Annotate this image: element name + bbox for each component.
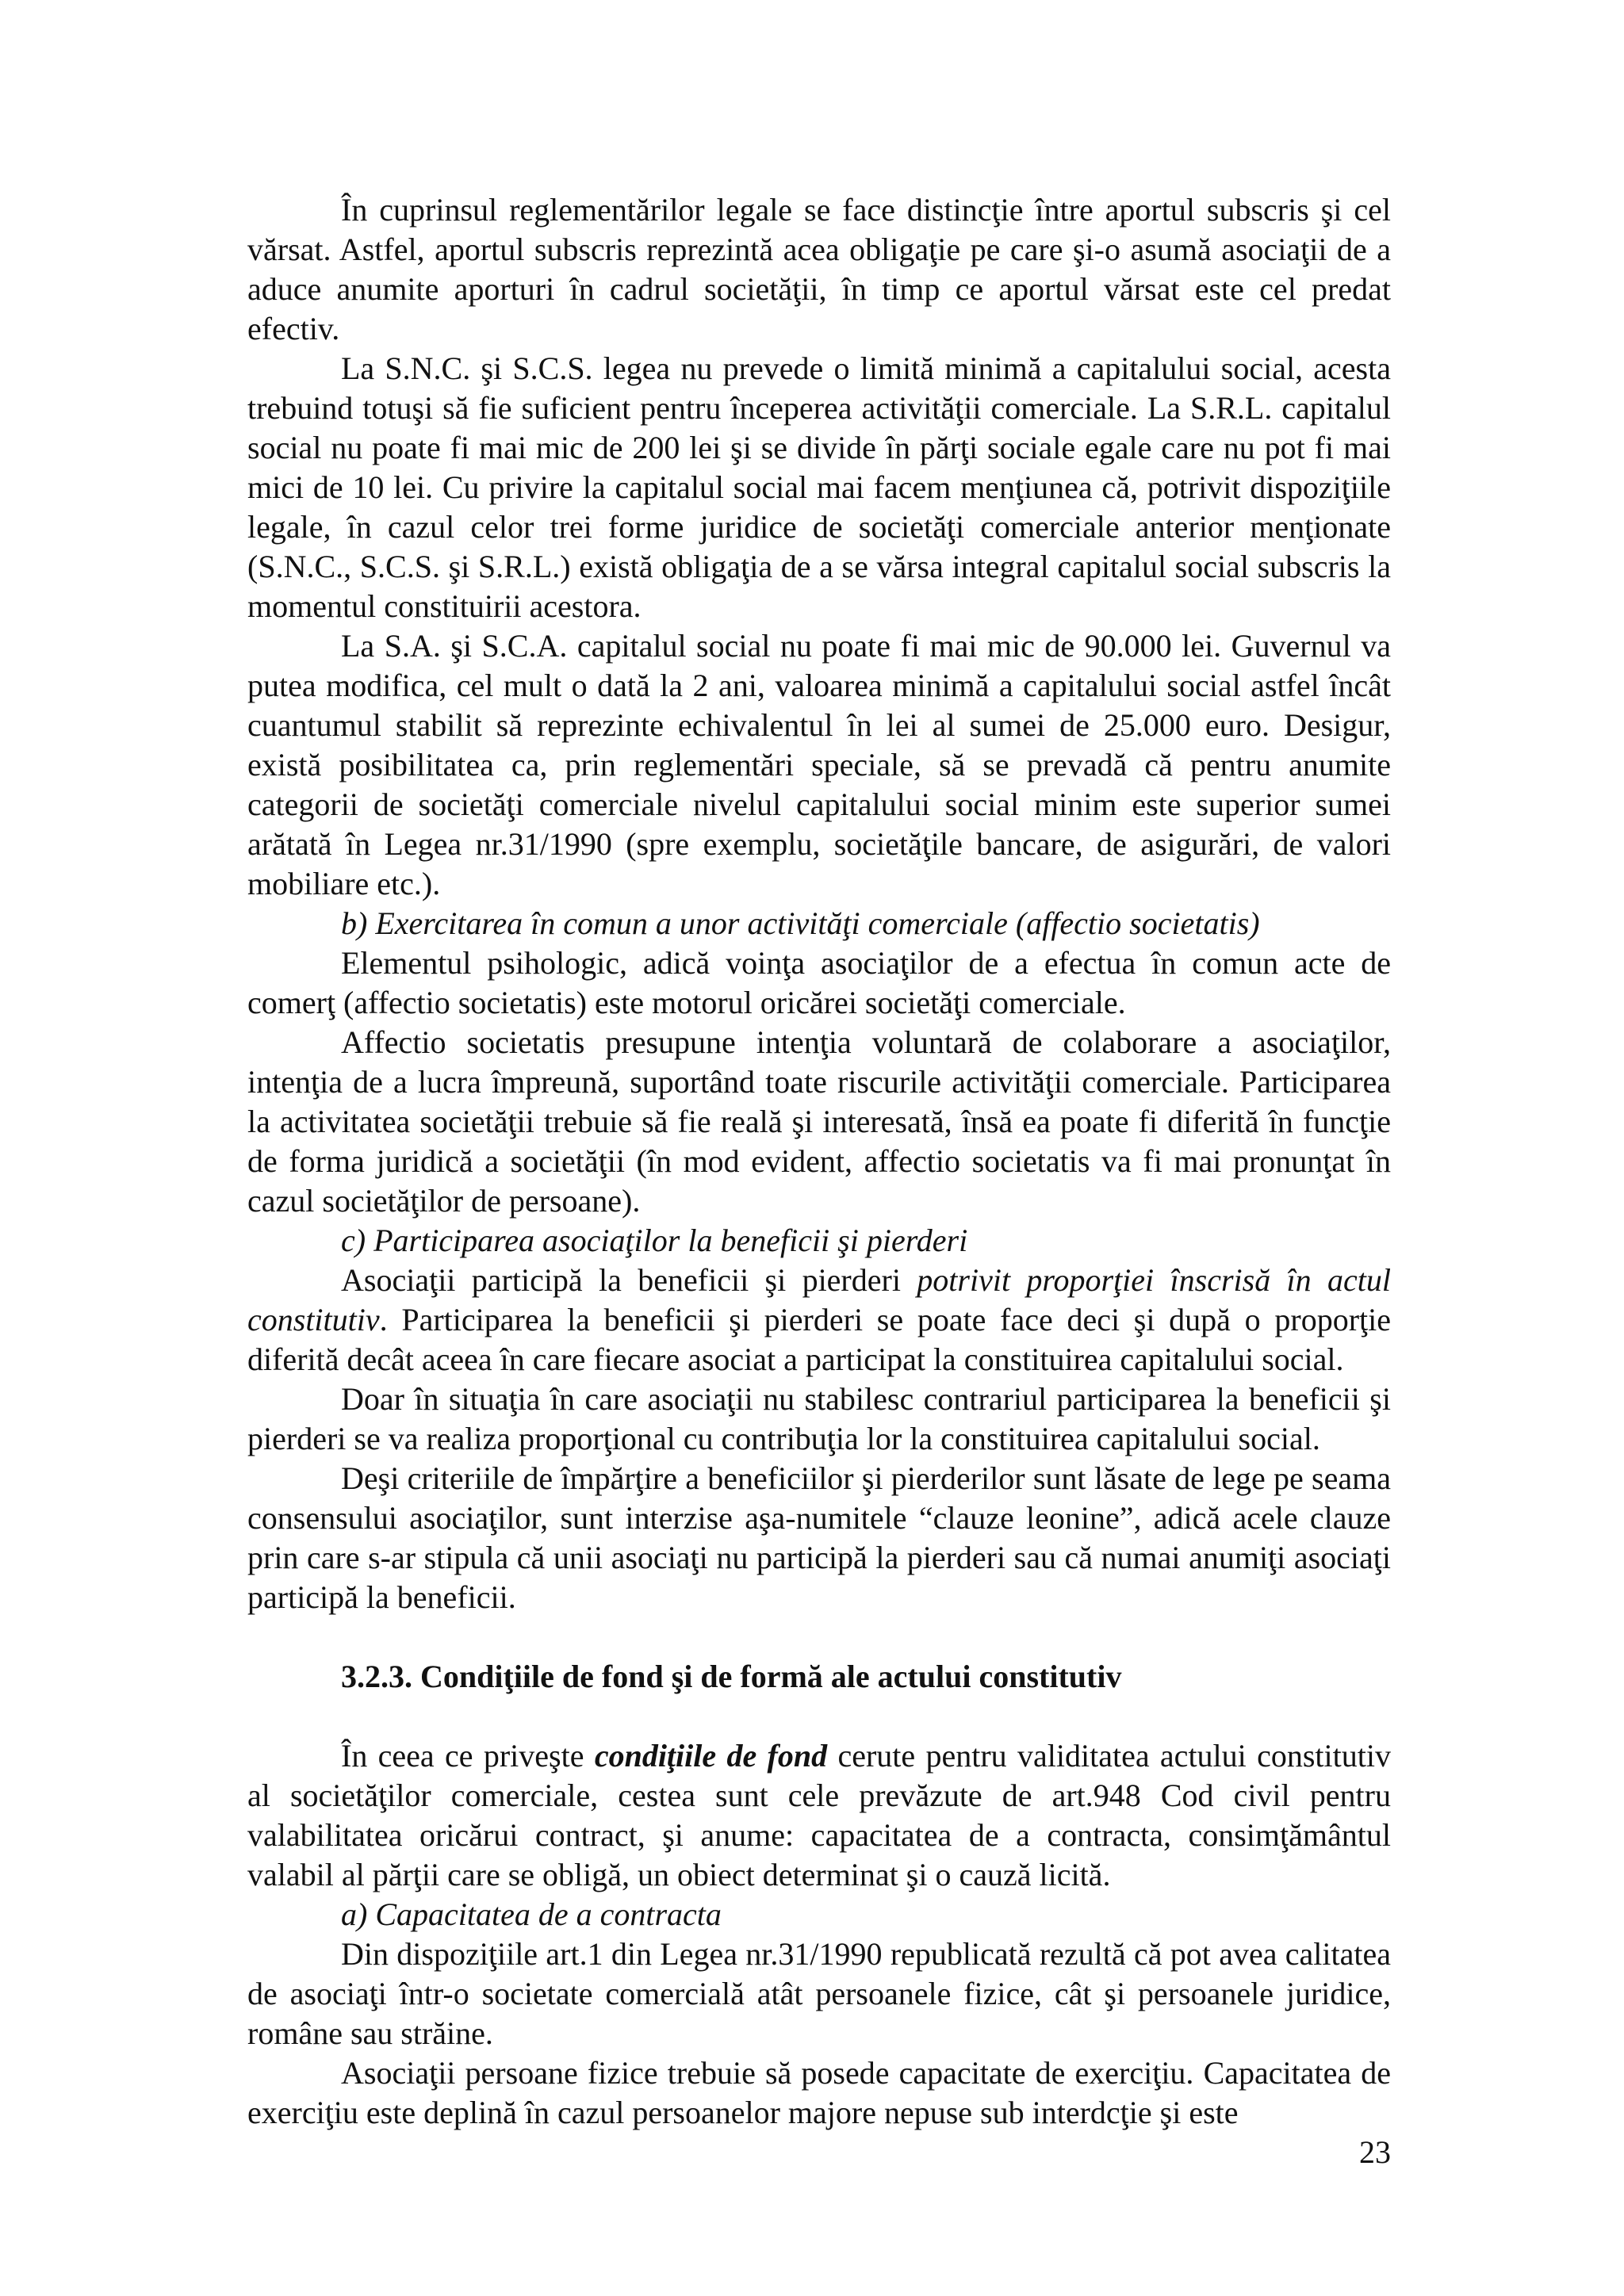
- paragraph-psychological-element: Elementul psihologic, adică voinţa asociaţilor de a efectua în comun acte de comerţ (affectio societatis) este motorul oricărei societăţi comerciale.: [247, 945, 1391, 1020]
- subheading-capacity-to-contract: a) Capacitatea de a contracta: [341, 1896, 722, 1932]
- subheading-profit-loss-participation: c) Participarea asociaţilor la beneficii şi pierderi: [341, 1223, 968, 1258]
- paragraph-affectio-societatis: Affectio societatis presupune intenţia voluntară de colaborare a asociaţilor, intenţia de a lucra împreună, suportând toate riscurile activităţii comerciale. Participarea la activitatea societăţii trebuie să fie reală şi interesată, însă ea poate fi diferită în funcţie de forma juridică a societăţii (în mod evident, affectio societatis va fi mai pronunţat în cazul societăţilor de persoane).: [247, 1024, 1391, 1219]
- text-run: În ceea ce priveşte: [341, 1738, 595, 1774]
- paragraph-leonine-clauses: Deşi criteriile de împărţire a beneficiilor şi pierderilor sunt lăsate de lege pe seama consensului asociaţilor, sunt interzise aşa-numitele “clauze leonine”, adică acele clauze prin care s-ar stipula că unii asociaţi nu participă la pierderi sau că numai anumiţi asociaţi participă la beneficii.: [247, 1460, 1391, 1615]
- page-number: 23: [1359, 2134, 1391, 2170]
- subheading-affectio-societatis: b) Exercitarea în comun a unor activităţi comerciale (affectio societatis): [341, 905, 1260, 941]
- paragraph-profit-loss-proportion: [247, 1261, 1391, 1380]
- paragraph-sa-sca-capital: La S.A. şi S.C.A. capitalul social nu poate fi mai mic de 90.000 lei. Guvernul va putea modifica, cel mult o dată la 2 ani, valoarea minimă a capitalului social astfel încât cuantumul stabilit să reprezinte echivalentul în lei al sumei de 25.000 euro. Desigur, există posibilitatea ca, prin reglementări speciale, să se prevadă că pentru anumite categorii de societăţi comerciale nivelul capitalului social minim este superior sumei arătată în Legea nr.31/1990 (spre exemplu, societăţile bancare, de asigurări, de valori mobiliare etc.).: [247, 628, 1391, 901]
- section-heading: 3.2.3. Condiţiile de fond şi de formă ale actului constitutiv: [341, 1659, 1122, 1694]
- paragraph-exercise-capacity: Asociaţii persoane fizice trebuie să posede capacitate de exerciţiu. Capacitatea de exerciţiu este deplină în cazul persoanelor majore nepuse sub interdcţie şi este: [247, 2055, 1391, 2130]
- paragraph-snc-scs-srl-capital: La S.N.C. şi S.C.S. legea nu prevede o limită minimă a capitalului social, acesta trebuind totuşi să fie suficient pentru începerea activităţii comerciale. La S.R.L. capitalul social nu poate fi mai mic de 200 lei şi se divide în părţi sociale egale care nu pot fi mai mici de 10 lei. Cu privire la capitalul social mai facem menţiunea că, potrivit dispoziţiile legale, în cazul celor trei forme juridice de societăţi comerciale anterior menţionate (S.N.C., S.C.S. şi S.R.L.) există obligaţia de a se vărsa integral capitalul social subscris la momentul constituirii acestora.: [247, 350, 1391, 624]
- bold-italic-emphasis: condiţiile de fond: [594, 1738, 828, 1774]
- text-run: Asociaţii participă la beneficii şi pierderi: [341, 1262, 917, 1298]
- text-run: . Participarea la beneficii şi pierderi se poate face deci şi după o proporţie diferită decât aceea în care fiecare asociat a participat la constituirea capitalului social.: [247, 1302, 1391, 1377]
- paragraph-proportional-contribution: Doar în situaţia în care asociaţii nu stabilesc contrariul participarea la beneficii şi pierderi se va realiza proporţional cu contribuţia lor la constituirea capitalului social.: [247, 1381, 1391, 1456]
- text-run: cerute pentru validitatea actului constitutiv al societăţilor comerciale, cestea sunt cele prevăzute de art.948 Cod civil pentru valabilitatea oricărui contract, şi anume: capacitatea de a contracta, consimţământul valabil al părţii care se obligă, un obiect determinat şi o cauză licită.: [247, 1738, 1392, 1892]
- paragraph-substantive-conditions: [247, 1736, 1391, 1895]
- document-body: [247, 190, 1391, 2133]
- paragraph-associates-eligibility: Din dispoziţiile art.1 din Legea nr.31/1990 republicată rezultă că pot avea calitatea de asociaţi într-o societate comercială atât persoanele fizice, cât şi persoanele juridice, române sau străine.: [247, 1936, 1391, 2051]
- italic-emphasis: potrivit proporţiei înscrisă în actul constitutiv: [247, 1262, 1391, 1337]
- paragraph-subscribed-capital: În cuprinsul reglementărilor legale se face distincţie între aportul subscris şi cel vărsat. Astfel, aportul subscris reprezintă acea obligaţie pe care şi-o asumă asociaţii de a aduce anumite aporturi în cadrul societăţii, în timp ce aportul vărsat este cel predat efectiv.: [247, 192, 1391, 346]
